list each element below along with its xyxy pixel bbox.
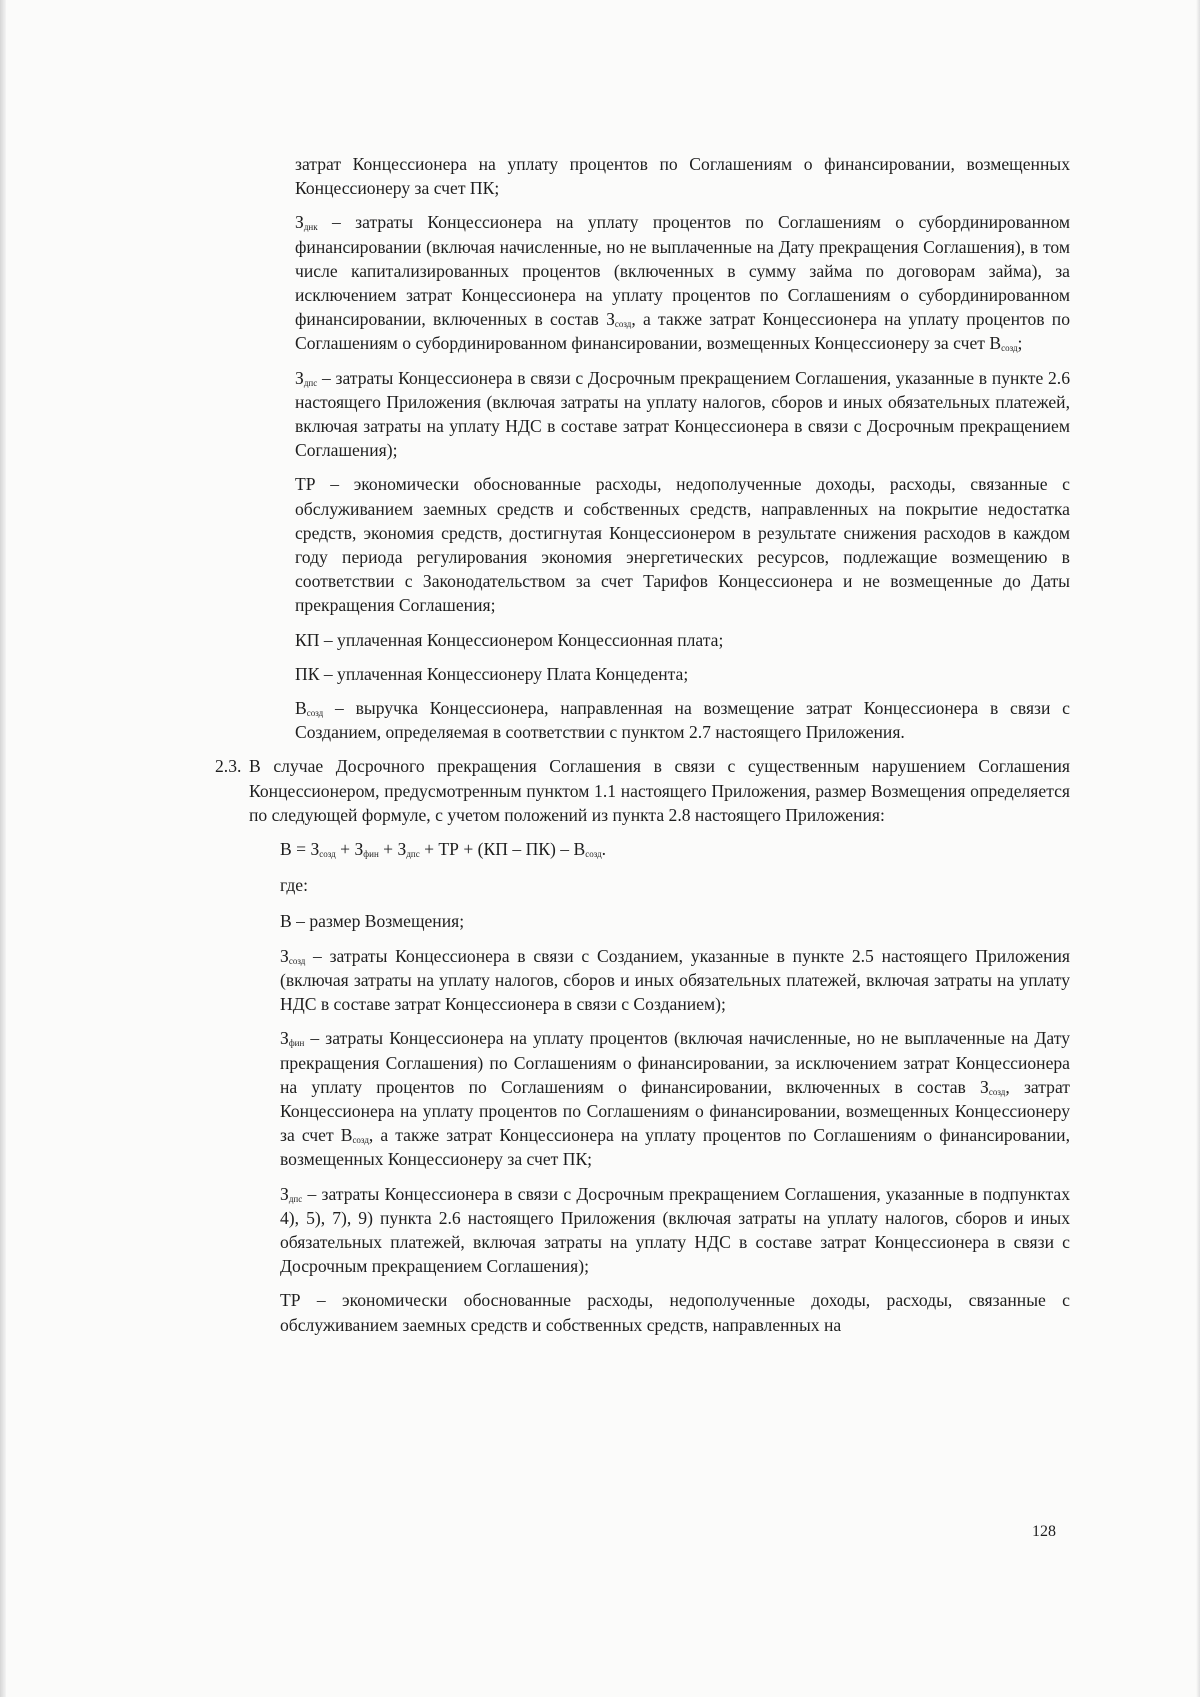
symbol: З	[295, 212, 304, 233]
definition-text: – затраты Концессионера на уплату процентов (включая начисленные, но не выплаченные на Дату прекращения Соглашения) по Соглашениям о финансировании, за исключением затрат Концессионера на уплату процентов по Соглашениям о финансировании, включенных в состав З	[280, 1028, 1070, 1097]
definition-tr: ТР – экономически обоснованные расходы, недополученные доходы, расходы, связанные с обслуживанием заемных средств и собственных средств, направленных на покрытие недостатка средств, экономия средств, достигнутая Концессионером в результате снижения расходов в каждом году периода регулирования экономия энергетических ресурсов, подлежащие возмещению в соответствии с Законодательством за счет Тарифов Концессионера и не возмещенные до Даты прекращения Соглашения;	[295, 474, 1070, 616]
definition-z-dps	[295, 366, 1070, 463]
page-number: 128	[1032, 1523, 1056, 1540]
symbol-subscript: фин	[288, 1038, 305, 1049]
symbol: З	[280, 1183, 289, 1204]
subscript-inline-2: созд	[1001, 343, 1018, 354]
symbol: З	[280, 945, 289, 966]
symbol-subscript: дпс	[303, 377, 318, 388]
definition-text: – выручка Концессионера, направленная на возмещение затрат Концессионера в связи с Созданием, определяемая в соответствии с пунктом 2.7 настоящего Приложения.	[295, 698, 1070, 743]
definition-tr-2: ТР – экономически обоснованные расходы, недополученные доходы, расходы, связанные с обслуживанием заемных средств и собственных средств, направленных на	[280, 1290, 1070, 1335]
symbol-subscript: дпс	[288, 1193, 303, 1204]
subscript-inline: созд	[988, 1086, 1006, 1097]
definition-z-fin	[280, 1026, 1070, 1171]
definition-text-cont: , а также затрат Концессионера на уплату процентов по Соглашениям о субординированном финансировании, возмещенных Концессионеру за счет В	[295, 309, 1070, 354]
page-content	[215, 152, 1070, 1347]
definition-v: В – размер Возмещения;	[280, 911, 465, 932]
definition-text: – затраты Концессионера в связи с Созданием, указанные в пункте 2.5 настоящего Приложения (включая затраты на уплату налогов, сборов и иных обязательных платежей, включая затраты на уплату НДС в составе затрат Концессионера в связи с Созданием);	[280, 945, 1070, 1015]
compensation-formula: $В = З_{созд} + З_{фин} + З_{дпс}$ + ТР + $(КП - ПК) - В_{созд}$.	[280, 839, 607, 860]
definition-kp: КП – уплаченная Концессионером Концессионная плата;	[295, 629, 724, 650]
definition-text: – затраты Концессионера в связи с Досрочным прекращением Соглашения, указанные в подпунктах 4), 5), 7), 9) пункта 2.6 настоящего Приложения (включая затраты на уплату налогов, сборов и иных обязательных платежей, включая затраты на уплату НДС в составе затрат Концессионера в связи с Досрочным прекращением Соглашения);	[280, 1183, 1070, 1277]
symbol: З	[295, 367, 304, 388]
symbol: З	[280, 1028, 289, 1049]
symbol-subscript: созд	[288, 955, 306, 966]
clause-number: 2.3.	[215, 756, 242, 777]
continuation-paragraph: затрат Концессионера на уплату процентов по Соглашениям о финансировании, возмещенных Концессионеру за счет ПК;	[295, 154, 1070, 199]
scan-right-edge	[1196, 0, 1200, 1697]
definition-text: – затраты Концессионера на уплату процентов по Соглашениям о субординированном финансировании (включая начисленные, но не выплаченные на Дату прекращения Соглашения), в том числе капитализированных процентов (включенных в сумму займа по договорам займа), за исключением затрат Концессионера на уплату процентов по Соглашениям о субординированном финансировании, включенных в состав З	[295, 212, 1070, 330]
definition-text: – затраты Концессионера в связи с Досрочным прекращением Соглашения, указанные в пункте 2.6 настоящего Приложения (включая затраты на уплату налогов, сборов и иных обязательных платежей, включая затраты на уплату НДС в составе затрат Концессионера в связи с Досрочным прекращением Соглашения);	[295, 367, 1070, 461]
subscript-inline-2: созд	[352, 1135, 369, 1146]
definition-text-cont: , затрат Концессионера на уплату процентов по Соглашениям о финансировании, возмещенных Концессионеру за счет В	[280, 1076, 1071, 1146]
definition-text-end: , а также затрат Концессионера на уплату процентов по Соглашениям о финансировании, возмещенных Концессионеру за счет ПК;	[280, 1125, 1070, 1170]
clause-text: В случае Досрочного прекращения Соглашения в связи с существенным нарушением Соглашения Концессионером, предусмотренным пунктом 1.1 настоящего Приложения, размер Возмещения определяется по следующей формуле, с учетом положений из пункта 2.8 настоящего Приложения:	[249, 756, 1070, 825]
definition-z-sozd	[280, 944, 1070, 1017]
definition-text-end: ;	[1017, 333, 1023, 354]
subscript-inline: созд	[614, 319, 632, 330]
clause-2-3	[215, 754, 1070, 827]
scan-left-edge	[0, 0, 6, 1697]
definition-v-sozd	[295, 696, 1070, 744]
definition-z-dps-2	[280, 1182, 1070, 1279]
definition-pk: ПК – уплаченная Концессионеру Плата Концедента;	[295, 663, 689, 684]
symbol: В	[295, 698, 307, 719]
where-label: где:	[280, 875, 308, 896]
symbol-subscript: созд	[306, 708, 324, 719]
definition-z-dnk	[295, 210, 1070, 355]
symbol-subscript: днк	[303, 222, 318, 233]
